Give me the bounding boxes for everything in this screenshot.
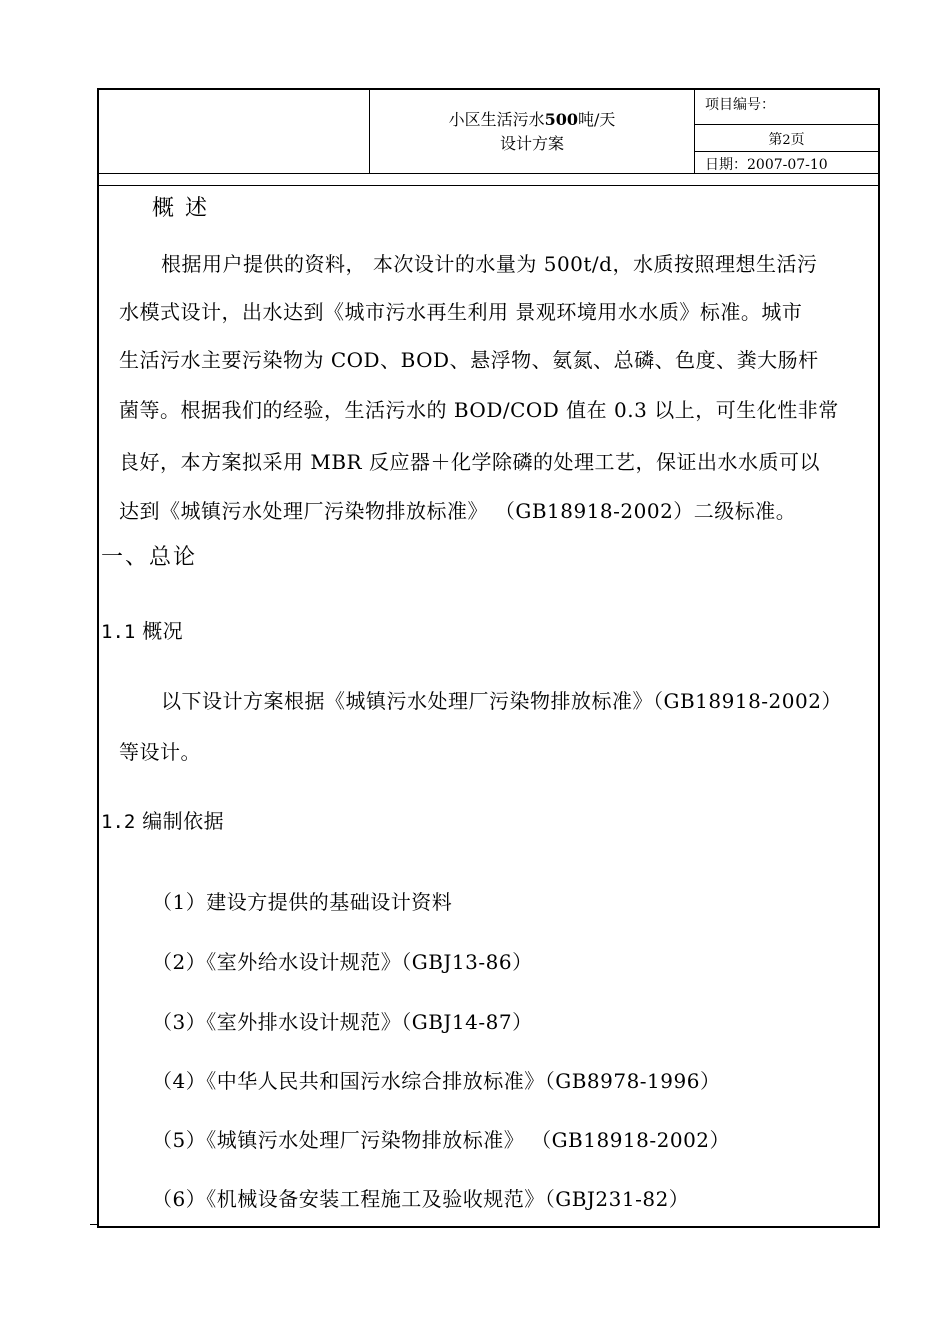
margin-tick [90, 1224, 98, 1225]
reference-item: （2）《室外给水设计规范》（GBJ13-86） [152, 950, 533, 974]
page-number: 第2页 [695, 126, 878, 152]
overview-line-6: 达到《城镇污水处理厂污染物排放标准》 （GB18918-2002）二级标准。 [119, 499, 797, 523]
header-meta-cell [695, 90, 878, 173]
title-capacity: 500 [544, 110, 578, 129]
overview-line-2: 水模式设计，出水达到《城市污水再生利用 景观环境用水水质》标准。城市 [119, 300, 803, 324]
overview-line-1: 根据用户提供的资料， 本次设计的水量为 500t/d，水质按照理想生活污 [161, 252, 818, 276]
overview-heading: 概 述 [152, 196, 209, 221]
reference-item: （4）《中华人民共和国污水综合排放标准》（GB8978-1996） [152, 1069, 721, 1093]
section-1-heading: 一、总论 [101, 545, 198, 570]
section-1-2-heading: 1.2 编制依据 [101, 809, 225, 833]
section-1-1-heading: 1.1 概况 [101, 619, 184, 643]
header-blank-cell [99, 90, 370, 173]
overview-line-5: 良好，本方案拟采用 MBR 反应器＋化学除磷的处理工艺，保证出水水质可以 [119, 450, 820, 474]
reference-item: （6）《机械设备安装工程施工及验收规范》（GBJ231-82） [152, 1187, 690, 1211]
header-title-cell [370, 90, 695, 173]
document-header [99, 90, 878, 174]
reference-item: （3）《室外排水设计规范》（GBJ14-87） [152, 1010, 533, 1034]
overview-line-4: 菌等。根据我们的经验，生活污水的 BOD/COD 值在 0.3 以上，可生化性非常 [119, 398, 839, 422]
document-subtitle: 设计方案 [499, 134, 564, 153]
section-1-1-line-1: 以下设计方案根据《城镇污水处理厂污染物排放标准》（GB18918-2002） [161, 689, 842, 713]
project-number-label: 项目编号： [695, 90, 878, 125]
document-title: 小区生活污水500吨/天 [448, 110, 616, 129]
section-1-1-line-2: 等设计。 [119, 740, 201, 764]
document-date: 日期：2007-07-10 [705, 157, 828, 173]
reference-item: （5）《城镇污水处理厂污染物排放标准》 （GB18918-2002） [152, 1128, 731, 1152]
overview-line-3: 生活污水主要污染物为 COD、BOD、悬浮物、氨氮、总磷、色度、粪大肠杆 [119, 348, 819, 372]
header-divider [99, 185, 878, 186]
reference-item: （1）建设方提供的基础设计资料 [152, 890, 453, 914]
